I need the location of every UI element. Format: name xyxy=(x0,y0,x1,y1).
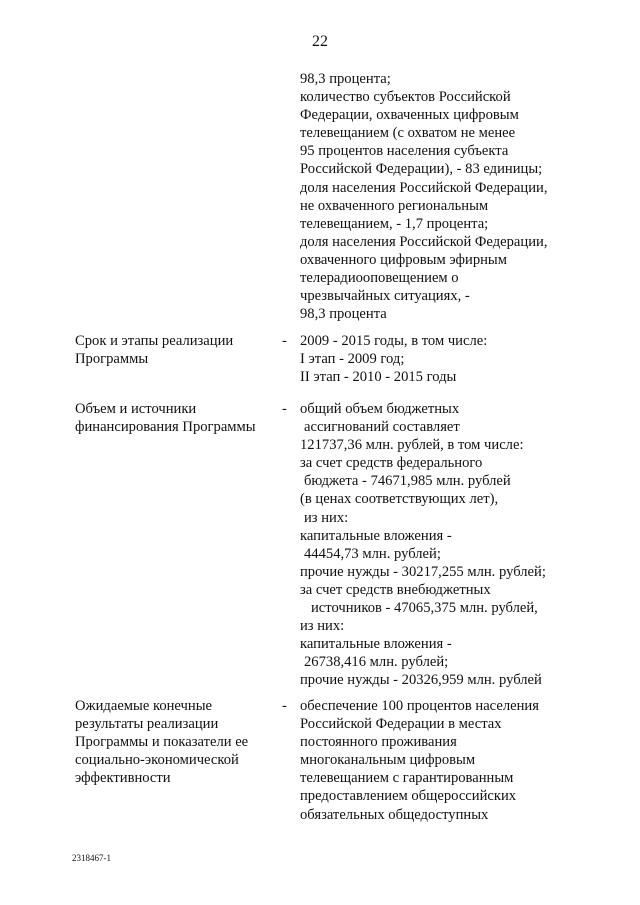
results-value-line: постоянного проживания xyxy=(300,734,457,751)
results-value xyxy=(300,697,600,824)
results-value-line: Российской Федерации в местах xyxy=(300,716,502,733)
results-label-line: Программы и показатели ее xyxy=(75,734,249,751)
funding-value-line: за счет средств федерального xyxy=(300,455,483,472)
timeline-dash: - xyxy=(282,333,287,349)
results-label-line: эффективности xyxy=(75,770,171,787)
timeline-label-line: Срок и этапы реализации xyxy=(75,333,234,349)
continuation-line: доля населения Российской Федерации, xyxy=(300,233,548,250)
funding-dash: - xyxy=(282,401,287,417)
funding-value-line: прочие нужды - 30217,255 млн. рублей; xyxy=(300,563,546,580)
timeline-value xyxy=(300,332,600,386)
results-value-line: многоканальным цифровым xyxy=(300,752,476,769)
continuation-line: не охваченного региональным xyxy=(300,197,489,214)
funding-value-line: из них: xyxy=(300,618,345,635)
continuation-line: Российской Федерации), - 83 единицы; xyxy=(300,161,543,178)
timeline-value-line: 2009 - 2015 годы, в том числе: xyxy=(300,333,488,349)
continuation-line: телерадиооповещением о xyxy=(300,270,459,287)
continuation-line: Федерации, охваченных цифровым xyxy=(300,107,519,124)
page-number: 22 xyxy=(312,33,328,50)
document-code: 2318467-1 xyxy=(72,853,111,863)
results-value-line: предоставлением общероссийских xyxy=(300,788,517,805)
funding-value-line: капитальные вложения - xyxy=(300,636,452,653)
continuation-line: 98,3 процента; xyxy=(300,71,391,87)
funding-value-line: бюджета - 74671,985 млн. рублей xyxy=(304,473,511,490)
funding-value-line: за счет средств внебюджетных xyxy=(300,581,491,598)
continuation-block xyxy=(300,70,600,323)
continuation-line: 95 процентов населения субъекта xyxy=(300,143,509,160)
results-dash: - xyxy=(282,698,287,714)
funding-value-line: (в ценах соответствующих лет), xyxy=(300,491,499,508)
funding-value-line: 44454,73 млн. рублей; xyxy=(304,545,441,562)
funding-value-line: ассигнований составляет xyxy=(304,419,460,436)
results-label-line: социально-экономической xyxy=(75,752,239,769)
funding-value xyxy=(300,400,600,690)
funding-value-line: источников - 47065,375 млн. рублей, xyxy=(311,600,538,617)
continuation-line: охваченного цифровым эфирным xyxy=(300,251,507,268)
continuation-line: количество субъектов Российской xyxy=(300,89,511,106)
timeline-value-line: I этап - 2009 год; xyxy=(300,351,405,368)
funding-value-line: из них: xyxy=(304,509,349,526)
continuation-line: 98,3 процента xyxy=(300,306,387,323)
results-value-line: обеспечение 100 процентов населения xyxy=(300,698,539,714)
timeline-value-line: II этап - 2010 - 2015 годы xyxy=(300,369,457,386)
funding-value-line: общий объем бюджетных xyxy=(300,401,460,417)
funding-value-line: капитальные вложения - xyxy=(300,527,452,544)
results-label-line: Ожидаемые конечные xyxy=(75,698,212,714)
results-label xyxy=(75,697,285,787)
results-label-line: результаты реализации xyxy=(75,716,219,733)
funding-value-line: 26738,416 млн. рублей; xyxy=(304,654,449,671)
funding-label-line: финансирования Программы xyxy=(75,419,256,436)
results-value-line: телевещанием с гарантированным xyxy=(300,770,514,787)
timeline-label xyxy=(75,332,285,368)
continuation-line: доля населения Российской Федерации, xyxy=(300,179,548,196)
results-value-line: обязательных общедоступных xyxy=(300,806,489,823)
continuation-line: чрезвычайных ситуациях, - xyxy=(300,288,470,305)
funding-value-line: прочие нужды - 20326,959 млн. рублей xyxy=(300,672,542,689)
funding-label-line: Объем и источники xyxy=(75,401,197,417)
continuation-line: телевещанием, - 1,7 процента; xyxy=(300,215,489,232)
funding-label xyxy=(75,400,285,436)
continuation-line: телевещанием (с охватом не менее xyxy=(300,125,516,142)
funding-value-line: 121737,36 млн. рублей, в том числе: xyxy=(300,437,524,454)
timeline-label-line: Программы xyxy=(75,351,149,368)
